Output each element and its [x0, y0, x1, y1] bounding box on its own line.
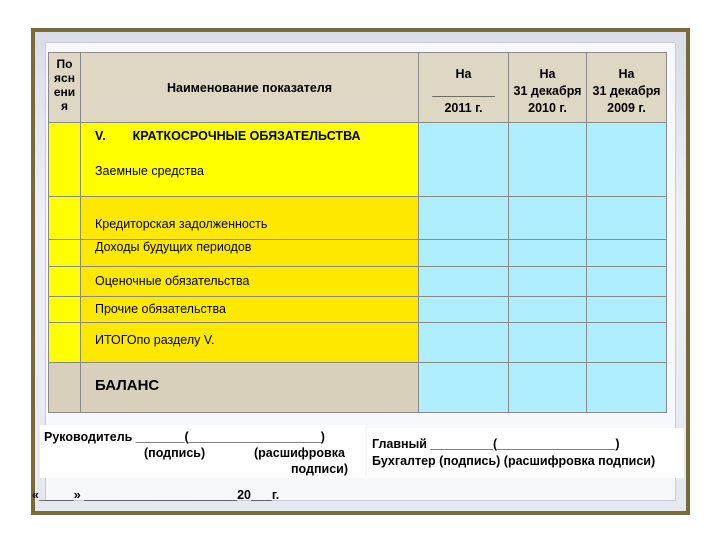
accountant-signature-line2: Бухгалтер (подпись) (расшифровка подписи) [372, 454, 656, 468]
head-signature-sub1: (подпись) [144, 446, 206, 460]
signature-box-right [367, 428, 684, 478]
header-col-2010-l2: 31 декабря [513, 84, 582, 98]
value-cell[interactable] [509, 267, 587, 297]
value-cell[interactable] [419, 240, 509, 267]
head-signature-sub2: (расшифровка [254, 446, 345, 460]
header-col-2009-l1: На [618, 67, 635, 81]
notes-cell [49, 267, 81, 297]
section-name: КРАТКОСРОЧНЫЕ ОБЯЗАТЕЛЬСТВА [132, 129, 361, 143]
value-cell[interactable] [587, 240, 667, 267]
value-cell[interactable] [587, 297, 667, 323]
row-label-cell [81, 323, 419, 363]
value-cell[interactable] [509, 123, 587, 197]
section-title [95, 129, 361, 143]
row-label: Доходы будущих периодов [95, 240, 252, 254]
notes-cell [49, 240, 81, 267]
header-name-text: Наименование показателя [166, 80, 333, 95]
value-cell[interactable] [587, 363, 667, 413]
notes-cell [49, 297, 81, 323]
row-label: ИТОГОпо разделу V. [95, 333, 215, 347]
row-label-cell [81, 240, 419, 267]
section-number: V. [95, 129, 106, 143]
head-signature-line: Руководитель _______(___________________) [44, 430, 325, 444]
header-col-2009-l2: 31 декабря [592, 84, 661, 98]
notes-cell [49, 197, 81, 240]
header-col-2011-l3: 2011 г. [444, 101, 483, 115]
header-notes-text: По ясн ени я [53, 57, 76, 113]
section-title-cell [81, 123, 419, 197]
header-col-2011 [419, 53, 509, 123]
value-cell[interactable] [419, 123, 509, 197]
row-label: Оценочные обязательства [95, 274, 250, 288]
value-cell[interactable] [587, 323, 667, 363]
header-name-col [81, 53, 419, 123]
value-cell[interactable] [419, 363, 509, 413]
value-cell[interactable] [419, 197, 509, 240]
value-cell[interactable] [587, 197, 667, 240]
row-label: Кредиторская задолженность [95, 217, 268, 231]
header-col-2009 [587, 53, 667, 123]
accountant-signature-line1: Главный _________(_________________) [372, 437, 620, 451]
date-line: «_____» ______________________20___г. [32, 488, 280, 502]
header-col-2009-l3: 2009 г. [607, 101, 646, 115]
head-signature-sub3: подписи) [291, 462, 348, 476]
notes-cell [49, 123, 81, 197]
value-cell[interactable] [509, 297, 587, 323]
value-cell[interactable] [587, 123, 667, 197]
balance-table [48, 52, 667, 413]
header-notes-col [49, 53, 81, 123]
header-col-2010-l1: На [539, 67, 556, 81]
header-col-2011-l1: На [455, 67, 472, 81]
value-cell[interactable] [587, 267, 667, 297]
value-cell[interactable] [509, 240, 587, 267]
value-cell[interactable] [509, 323, 587, 363]
balance-label: БАЛАНС [95, 377, 160, 394]
row-label: Заемные средства [95, 164, 204, 178]
value-cell[interactable] [419, 323, 509, 363]
row-label-cell [81, 197, 419, 240]
notes-cell [49, 323, 81, 363]
value-cell[interactable] [509, 197, 587, 240]
header-col-2010-l3: 2010 г. [528, 101, 567, 115]
notes-cell [49, 363, 81, 413]
header-col-2011-l2: _________ [432, 84, 495, 98]
row-label: Прочие обязательства [95, 302, 226, 316]
value-cell[interactable] [419, 267, 509, 297]
value-cell[interactable] [419, 297, 509, 323]
balance-label-cell [81, 363, 419, 413]
row-label-cell [81, 297, 419, 323]
header-col-2010 [509, 53, 587, 123]
row-label-cell [81, 267, 419, 297]
value-cell[interactable] [509, 363, 587, 413]
